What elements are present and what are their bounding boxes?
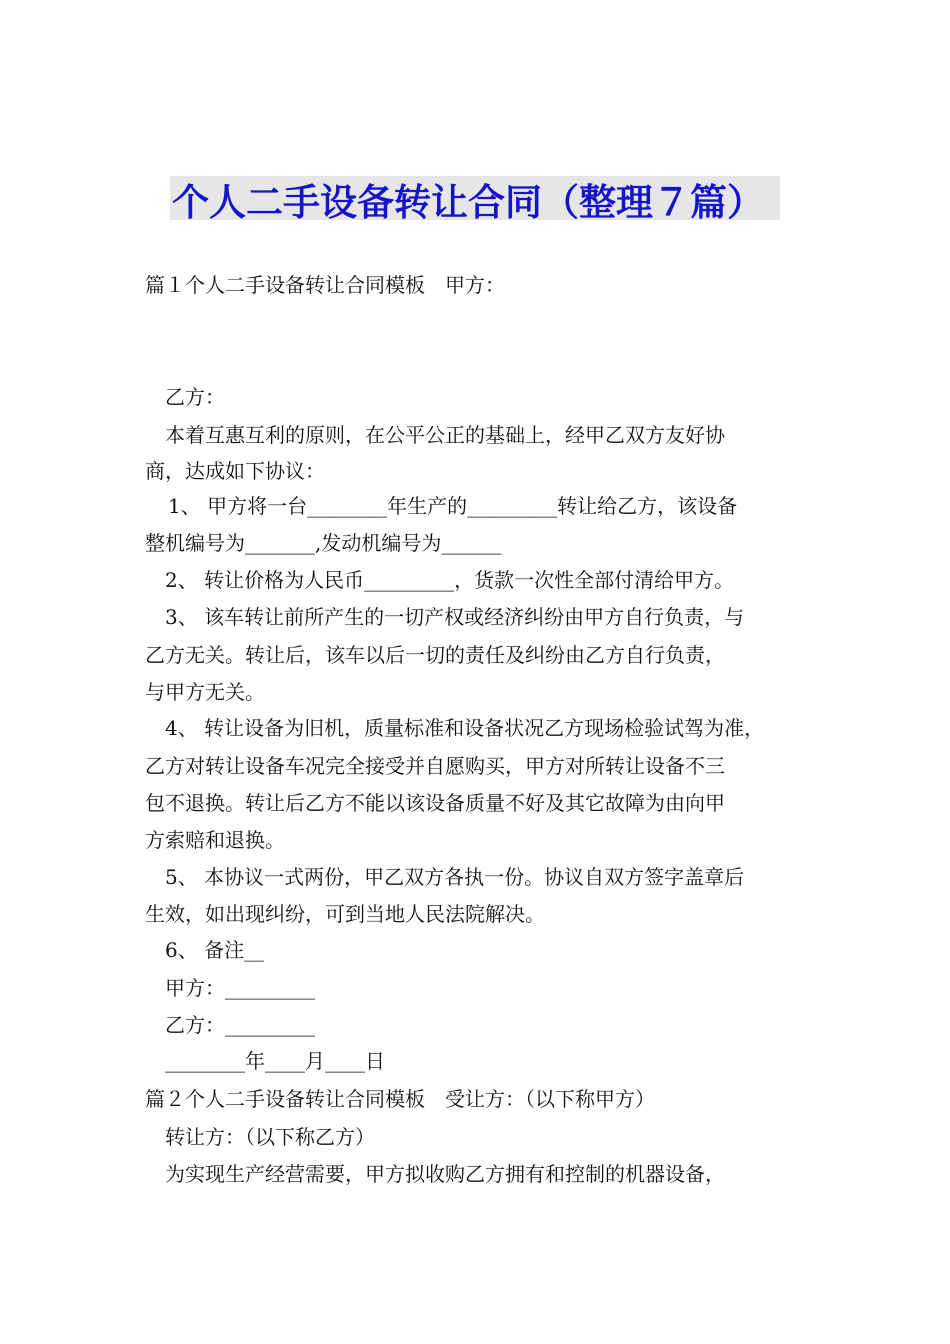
paragraph-line: 5、 本协议一式两份，甲乙双方各执一份。协议自双方签字盖章后	[165, 865, 745, 889]
paragraph-line: 商，达成如下协议：	[145, 459, 325, 483]
paragraph-line: 为实现生产经营需要，甲方拟收购乙方拥有和控制的机器设备，	[165, 1162, 725, 1186]
section-2-heading: 篇２个人二手设备转让合同模板 受让方：（以下称甲方）	[145, 1087, 655, 1111]
paragraph-line: 乙方对转让设备车况完全接受并自愿购买，甲方对所转让设备不三	[145, 754, 725, 778]
paragraph-line: 本着互惠互利的原则，在公平公正的基础上，经甲乙双方友好协	[165, 423, 725, 447]
paragraph-line: 6、 备注__	[165, 938, 265, 962]
signature-line-party-a: 甲方：_________	[165, 976, 315, 1000]
paragraph-line: 整机编号为_______,发动机编号为______	[145, 531, 502, 555]
paragraph-line: 3、 该车转让前所产生的一切产权或经济纠纷由甲方自行负责，与	[165, 605, 745, 629]
paragraph-line: 转让方：（以下称乙方）	[165, 1125, 375, 1149]
signature-line-party-b: 乙方：_________	[165, 1013, 315, 1037]
paragraph-line: 乙方：	[165, 385, 225, 409]
paragraph-line: 乙方无关。转让后，该车以后一切的责任及纠纷由乙方自行负责，	[145, 643, 725, 667]
date-line: ________年____月____日	[165, 1049, 385, 1073]
paragraph-line: 2、 转让价格为人民币_________，货款一次性全部付清给甲方。	[165, 568, 735, 592]
paragraph-line: 1、 甲方将一台________年生产的_________转让给乙方，该设备	[168, 494, 738, 518]
paragraph-line: 包不退换。转让后乙方不能以该设备质量不好及其它故障为由向甲	[145, 791, 725, 815]
paragraph-line: 4、 转让设备为旧机，质量标准和设备状况乙方现场检验试驾为准，	[165, 716, 765, 740]
document-title: 个人二手设备转让合同（整理７篇）	[172, 181, 764, 224]
paragraph-line: 与甲方无关。	[145, 680, 265, 704]
section-1-heading: 篇１个人二手设备转让合同模板 甲方：	[145, 273, 505, 297]
paragraph-line: 方索赔和退换。	[145, 828, 285, 852]
paragraph-line: 生效，如出现纠纷，可到当地人民法院解决。	[145, 902, 545, 926]
